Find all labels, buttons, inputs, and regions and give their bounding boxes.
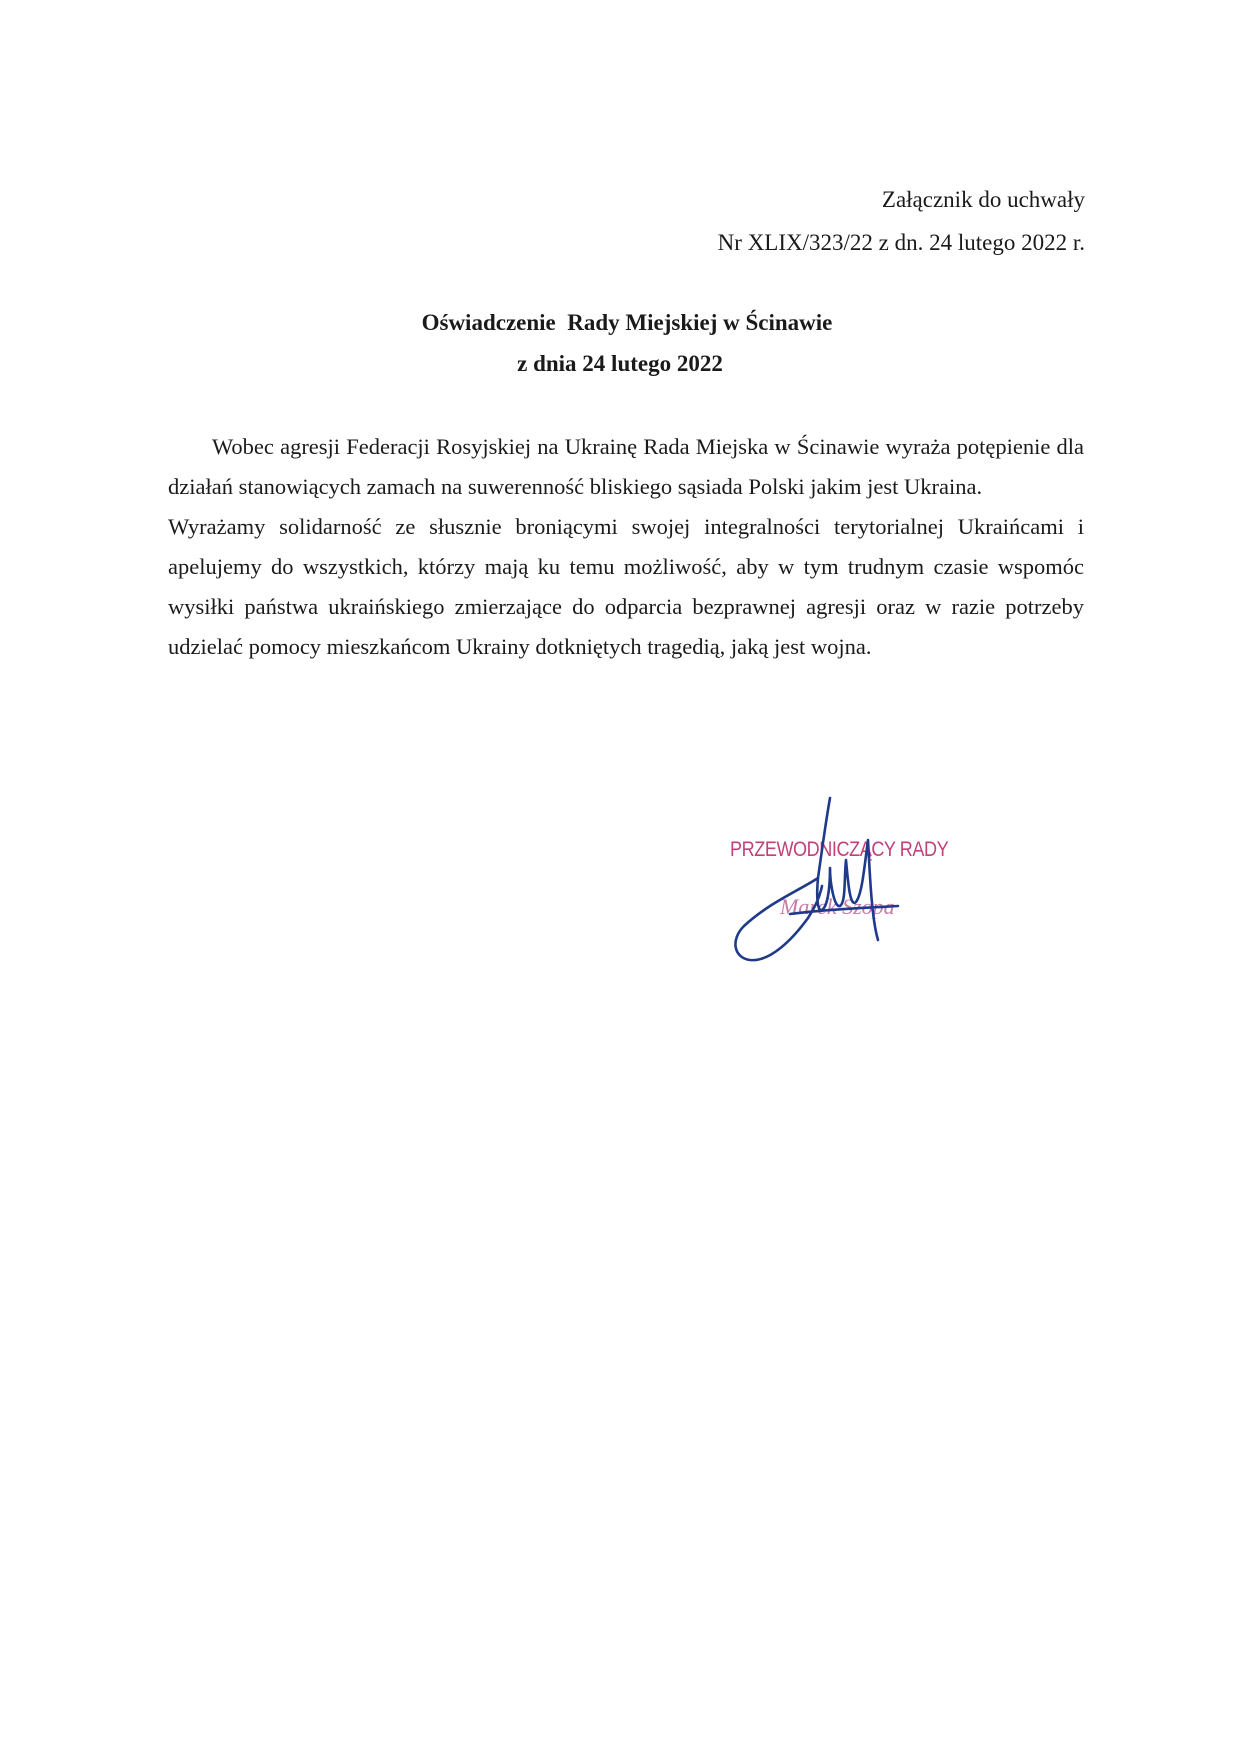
document-body [168, 427, 1084, 667]
attachment-line-2: Nr XLIX/323/22 z dn. 24 lutego 2022 r. [717, 230, 1085, 255]
attachment-line-1: Załącznik do uchwały [881, 187, 1085, 212]
document-heading [0, 302, 1240, 384]
stamp-role: PRZEWODNICZĄCY RADY [730, 838, 949, 861]
body-paragraph-2: Wyrażamy solidarność ze słusznie broniącymi swojej integralności terytorialnej Ukraińcami i apelujemy do wszystkich, którzy mają ku temu możliwość, aby w tym trudnym czasie wspomóc wysiłki państwa ukraińskiego zmierzające do odparcia bezprawnej agresji oraz w razie potrzeby udzielać pomocy mieszkańcom Ukrainy dotkniętych tragedią, jaką jest wojna. [168, 514, 1084, 659]
document-date: z dnia 24 lutego 2022 [517, 351, 723, 376]
stamp-name: Marek Szopa [780, 894, 895, 919]
body-paragraph-1: Wobec agresji Federacji Rosyjskiej na Ukrainę Rada Miejska w Ścinawie wyraża potępienie dla działań stanowiących zamach na suwerenność bliskiego sąsiada Polski jakim jest Ukraina. [168, 434, 1084, 499]
document-title: Oświadczenie Rady Miejskiej w Ścinawie [421, 310, 833, 335]
attachment-reference [718, 178, 1085, 264]
handwritten-signature-icon [730, 790, 900, 975]
